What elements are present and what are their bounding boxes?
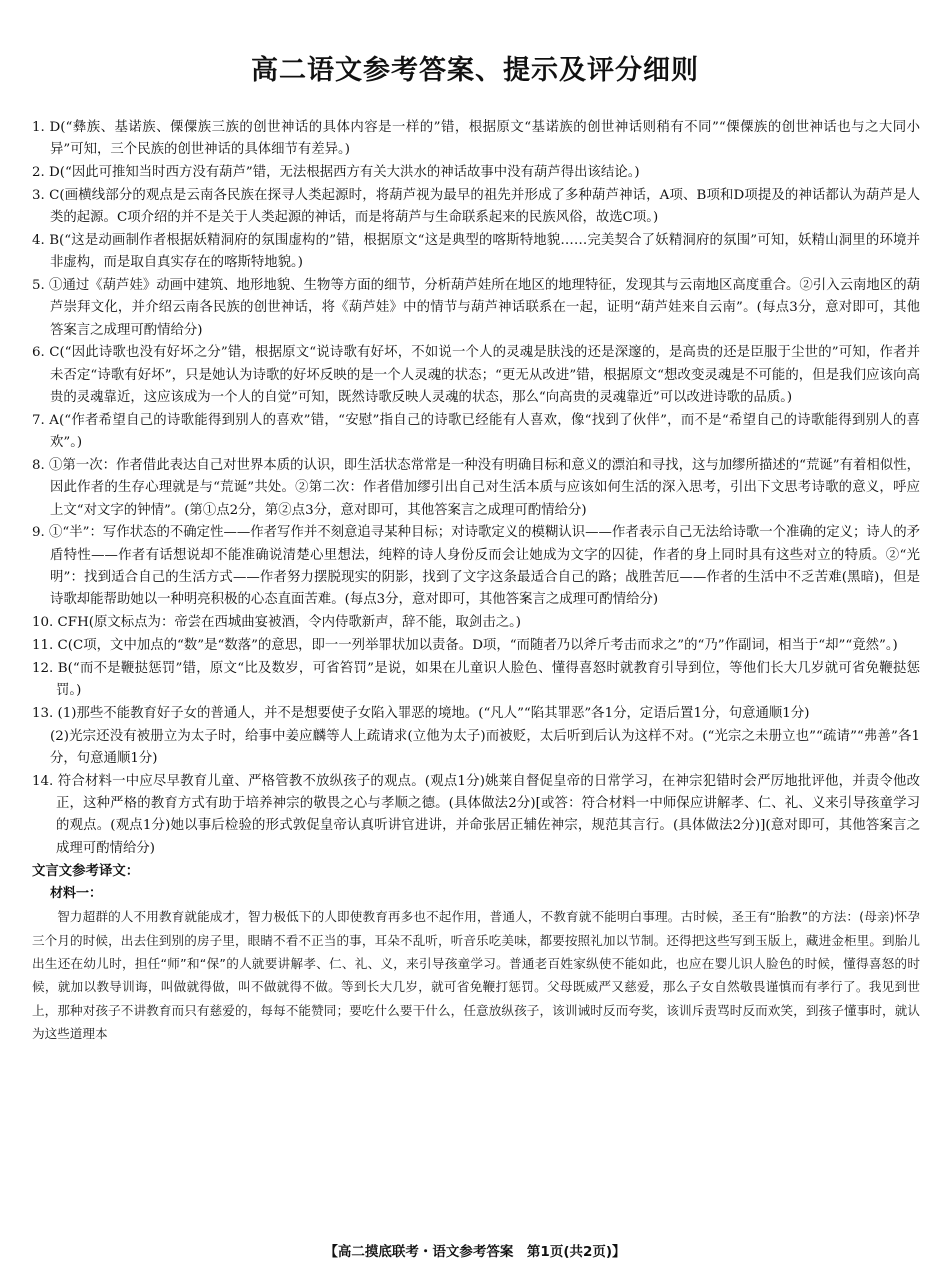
answer-item-2: 2. D(“因此可推知当时西方没有葫芦”错，无法根据西方有关大洪水的神话故事中没有葫芦得出该结论。) bbox=[32, 165, 640, 181]
translation-paragraph: 智力超群的人不用教育就能成才，智力极低下的人即使教育再多也不起作用，普通人，不教育就不能明白事理。古时候，圣王有“胎教”的方法：(母亲)怀孕三个月的时候，出去住到别的房子里，眼睛不看不正当的事，耳朵不乱听，听音乐吃美味，都要按照礼加以节制。还得把这些写到玉版上，藏进金柜里。到胎儿出生还在幼儿时，担任“师”和“保”的人就要讲解孝、仁、礼、义，来引导孩童学习。普通老百姓家纵使不能如此，也应在婴儿识人脸色的时候，懂得喜怒的时候，就加以教导训诲，叫做就得做，叫不做就得不做。等到长大几岁，就可省免鞭打惩罚。父母既威严又慈爱，那么子女自然敬畏谨慎而有孝行了。我见到世上，那种对孩子不讲教育而只有慈爱的，每每不能赞同；要吃什么要干什么，任意放纵孩子，该训诫时反而夸奖，该训斥责骂时反而欢笑，到孩子懂事时，就认为这些道理本 bbox=[32, 909, 920, 1042]
answer-item-5: 5. ①通过《葫芦娃》动画中建筑、地形地貌、生物等方面的细节，分析葫芦娃所在地区的地理特征，发现其与云南地区高度重合。②引入云南地区的葫芦崇拜文化，并介绍云南各民族的创世神话，将《葫芦娃》中的情节与葫芦神话联系在一起，证明“葫芦娃来自云南”。(每点3分，意对即可，其他答案言之成理可酌情给分) bbox=[32, 278, 920, 338]
page-title: 高二语文参考答案、提示及评分细则 bbox=[251, 55, 699, 86]
translation-heading: 文言文参考译文： bbox=[32, 863, 140, 879]
answer-item-11: 11. C(C项，文中加点的“数”是“数落”的意思，即一一列举罪状加以责备。D项，“而随者乃以斧斤考击而求之”的“乃”作副词，相当于“却”“竟然”。) bbox=[32, 637, 898, 653]
answer-item-13-part-1: 13. (1)那些不能教育好子女的普通人，并不是想要使子女陷入罪恶的境地。(“凡人”“陷其罪恶”各1分，定语后置1分，句意通顺1分) bbox=[32, 705, 810, 721]
answer-item-3: 3. C(画横线部分的观点是云南各民族在探寻人类起源时，将葫芦视为最早的祖先并形成了多种葫芦神话，A项、B项和D项提及的神话都认为葫芦是人类的起源。C项介绍的并不是关于人类起源的神话，而是将葫芦与生命联系起来的民族风俗，故选C项。) bbox=[32, 187, 920, 226]
page-footer: 【高二摸底联考・语文参考答案 第1页(共2页)】 bbox=[324, 1244, 626, 1260]
answer-item-8: 8. ①第一次：作者借此表达自己对世界本质的认识，即生活状态常常是一种没有明确目标和意义的漂泊和寻找，这与加缪所描述的“荒诞”有着相似性，因此作者的生存心理就是与“荒诞”共处。②第二次：作者借加缪引出自己对生活本质与应该如何生活的深入思考，引出下文思考诗歌的意义，呼应上文“对文字的钟情”。(第①点2分，第②点3分，意对即可，其他答案言之成理可酌情给分) bbox=[32, 457, 920, 518]
answer-item-1: 1. D(“彝族、基诺族、傈僳族三族的创世神话的具体内容是一样的”错，根据原文“基诺族的创世神话则稍有不同”“傈僳族的创世神话也与之大同小异”可知，三个民族的创世神话的具体细节有差异。) bbox=[32, 120, 920, 158]
answer-item-13-part-2: (2)光宗还没有被册立为太子时，给事中姜应麟等人上疏请求(立他为太子)而被贬，太后听到后认为这样不对。(“光宗之未册立也”“疏请”“弗善”各1分，句意通顺1分) bbox=[50, 728, 920, 766]
answer-item-6: 6. C(“因此诗歌也没有好坏之分”错，根据原文“说诗歌有好坏，不如说一个人的灵魂是肤浅的还是深邃的，是高贵的还是臣服于尘世的”可知，作者并未否定“诗歌有好坏”，只是她认为诗歌的好坏反映的是一个人灵魂的状态；“更无从改进”错，根据原文“想改变灵魂是不可能的，但是我们应该向高贵的灵魂靠近，这应该成为一个人的自觉”可知，既然诗歌反映人灵魂的状态，那么“向高贵的灵魂靠近”可以改进诗歌的品质。) bbox=[32, 345, 920, 406]
answer-list bbox=[32, 117, 920, 1046]
answer-item-7: 7. A(“作者希望自己的诗歌能得到别人的喜欢”错，“安慰”指自己的诗歌已经能有人喜欢，像“找到了伙伴”，而不是“希望自己的诗歌能得到别人的喜欢”。) bbox=[32, 412, 920, 451]
answer-item-10: 10. CFH(原文标点为：帝尝在西城曲宴被酒，令内侍歌新声，辞不能，取剑击之。) bbox=[32, 615, 522, 631]
answer-item-4: 4. B(“这是动画制作者根据妖精洞府的氛围虚构的”错，根据原文“这是典型的喀斯特地貌……完美契合了妖精洞府的氛围”可知，妖精山洞里的环境并非虚构，而是取自真实存在的喀斯特地貌。) bbox=[32, 232, 920, 271]
answer-item-14: 14. 符合材料一中应尽早教育儿童、严格管教不放纵孩子的观点。(观点1分)姚莱自督促皇帝的日常学习，在神宗犯错时会严厉地批评他，并责令他改正，这种严格的教育方式有助于培养神宗的敬畏之心与孝顺之德。(具体做法2分)[或答：符合材料一中师保应讲解孝、仁、礼、义来引导孩童学习的观点。(观点1分)她以事后检验的形式敦促皇帝认真听讲官进讲，并命张居正辅佐神宗，规范其言行。(具体做法2分)](意对即可，其他答案言之成理可酌情给分) bbox=[32, 773, 920, 856]
answer-item-12: 12. B(“而不是鞭挞惩罚”错，原文“比及数岁，可省笞罚”是说，如果在儿童识人脸色、懂得喜怒时就教育引导到位，等他们长大几岁就可省免鞭挞惩罚。) bbox=[32, 660, 920, 698]
material-one-label: 材料一： bbox=[50, 886, 103, 902]
answer-item-9: 9. ①“半”：写作状态的不确定性——作者写作并不刻意追寻某种目标；对诗歌定义的模糊认识——作者表示自己无法给诗歌一个准确的定义；诗人的矛盾特性——作者有话想说却不能准确说清楚心里想法，纯粹的诗人身份反而会让她成为文字的囚徒，作者的身上同时具有这些对立的特质。②“光明”：找到适合自己的生活方式——作者努力摆脱现实的阴影，找到了文字这条最适合自己的路；战胜苦厄——作者的生活中不乏苦难(黑暗)，但是诗歌却能帮助她以一种明亮积极的心态直面苦难。(每点3分，意对即可，其他答案言之成理可酌情给分) bbox=[32, 525, 920, 608]
